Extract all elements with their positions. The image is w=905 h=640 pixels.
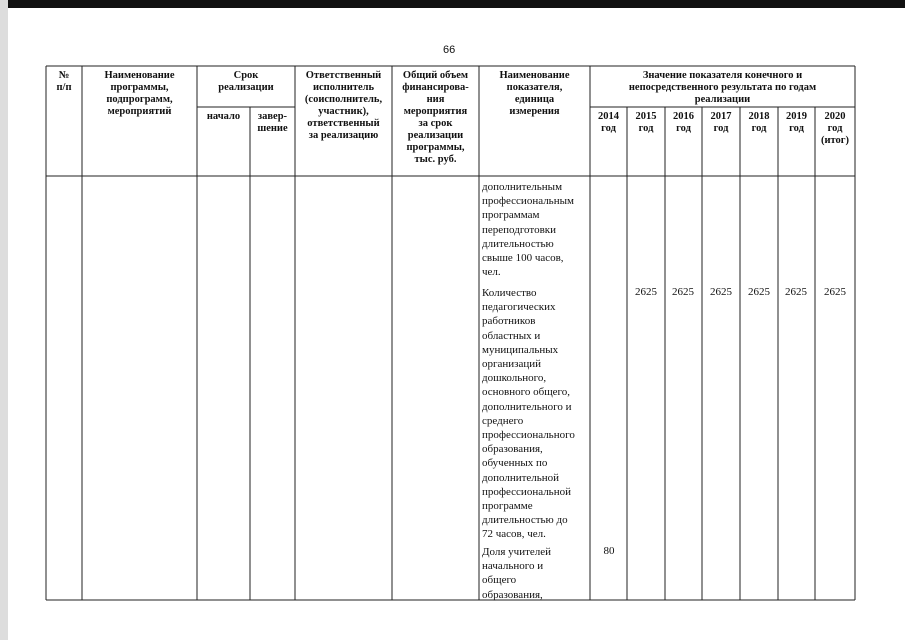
header-term-end: завер- шение [257, 111, 288, 134]
header-year-2016: 2016 год [673, 111, 694, 134]
header-program-name: Наименование программы, подпрограмм, мероприятий [104, 70, 175, 117]
value-cell: 80 [603, 545, 615, 557]
header-funding: Общий объем финансирова- ния мероприятия за срок реализации программы, тыс. руб. [402, 70, 469, 165]
header-year-2018: 2018 год [748, 111, 770, 134]
value-cell: 2625 [748, 286, 770, 298]
header-executor: Ответственный исполнитель (соисполнитель, участник), ответственный за реализацию [304, 70, 383, 141]
header-year-2015: 2015 год [635, 111, 657, 134]
header-term: Срок реализации [218, 70, 274, 93]
page-number: 66 [443, 44, 456, 56]
indicator-text: дополнительным профессиональным программам переподготовки длительностью свыше 100 часов, чел. [482, 181, 574, 279]
header-term-start: начало [206, 111, 241, 122]
header-year-2020: 2020 год (итог) [820, 111, 850, 146]
header-values-title: Значение показателя конечного и непосредственного результата по годам реализации [628, 70, 817, 105]
header-year-2019: 2019 год [786, 111, 807, 134]
indicator-text: Доля учителей начального и общего образования, [482, 546, 552, 601]
value-cell: 2625 [710, 286, 732, 298]
header-num: № п/п [56, 70, 72, 93]
value-cell: 2625 [785, 286, 807, 298]
header-indicator: Наименование показателя, единица измерения [499, 70, 570, 117]
header-year-2014: 2014 год [598, 111, 619, 134]
indicator-text: Количество педагогических работников областных и муниципальных организаций дошкольного, основного общего, дополнительного и среднего профессионального образования, обученных по дополнительной профессиональной программе длительностью до 72 часов, чел. [482, 287, 575, 541]
value-cell: 2625 [635, 286, 657, 298]
header-year-2017: 2017 год [710, 111, 732, 134]
value-cell: 2625 [672, 286, 694, 298]
value-cell: 2625 [824, 286, 846, 298]
